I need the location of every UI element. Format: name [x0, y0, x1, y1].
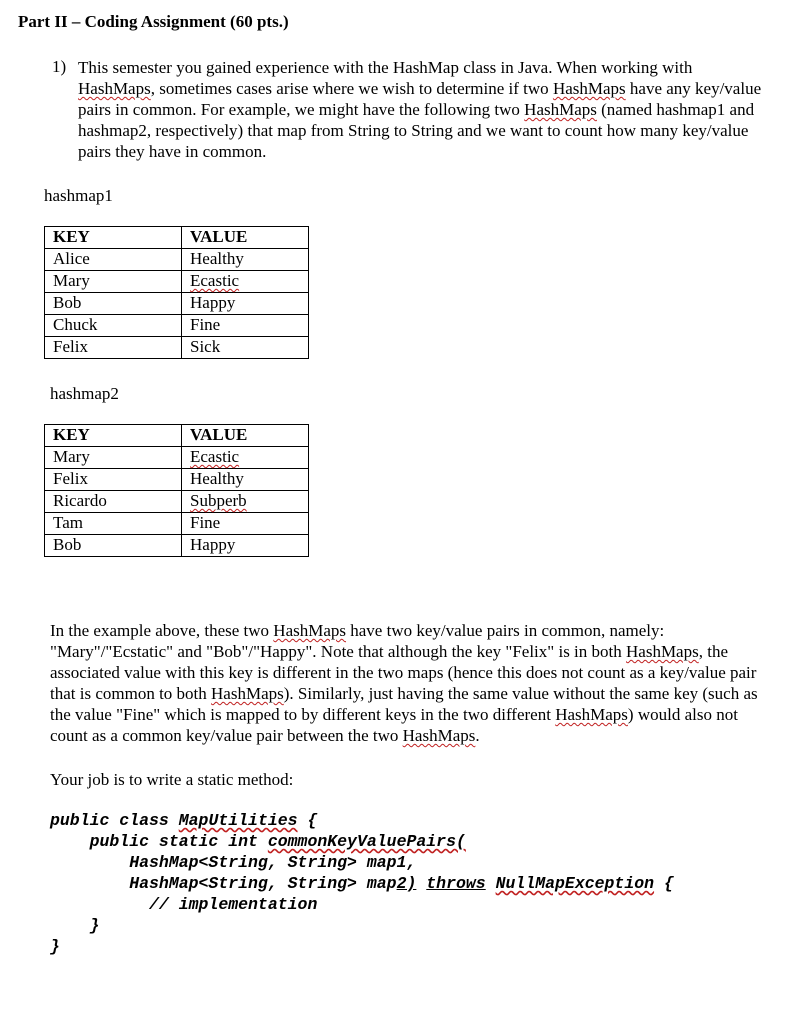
value-cell: Fine — [182, 315, 309, 337]
key-header: KEY — [45, 227, 182, 249]
table-row — [45, 469, 309, 491]
class-name: MapUtilities — [178, 811, 298, 830]
table-row — [45, 447, 309, 469]
value-cell: Subperb — [182, 491, 309, 513]
value-cell: Happy — [182, 535, 309, 557]
question-number: 1) — [52, 57, 67, 76]
hashmap1-table — [44, 226, 309, 359]
question-text: This semester you gained experience with the HashMap class in Java. When working with HashMaps, sometimes cases arise where we wish to determine if two HashMaps have any key/value pairs in common. For example, we might have the following two HashMaps (named hashmap1 and hashmap2, respectively) that map from String to String and we want to count how many key/value pairs they have in common. — [78, 58, 762, 161]
value-cell: Sick — [182, 337, 309, 359]
code-block: public class MapUtilities { public static int commonKeyValuePairs( HashMap<String, String> map1, HashMap<String, String> map2) throws NullMapException { // implementation } } — [50, 811, 674, 956]
key-cell: Mary — [45, 271, 182, 293]
table-row — [45, 491, 309, 513]
value-cell: Healthy — [182, 249, 309, 271]
table-row — [45, 249, 309, 271]
table-row — [45, 513, 309, 535]
hashmap2-label: hashmap2 — [50, 384, 119, 403]
key-cell: Bob — [45, 293, 182, 315]
value-header: VALUE — [182, 425, 309, 447]
table-row — [45, 293, 309, 315]
table-row — [45, 535, 309, 557]
hashmap2-table — [44, 424, 309, 557]
key-cell: Ricardo — [45, 491, 182, 513]
key-header: KEY — [45, 425, 182, 447]
value-cell: Fine — [182, 513, 309, 535]
key-cell: Felix — [45, 337, 182, 359]
job-instruction: Your job is to write a static method: — [50, 770, 294, 789]
table-header-row — [45, 425, 309, 447]
key-cell: Chuck — [45, 315, 182, 337]
value-header: VALUE — [182, 227, 309, 249]
table-header-row — [45, 227, 309, 249]
explanation-paragraph: In the example above, these two HashMaps have two key/value pairs in common, namely: "Mary"/"Ecstatic" and "Bob"/"Happy". Note that although the key "Felix" is in both HashMaps, the associated value with this key is different in the two maps (hence this does not count as a key/value pair that is common to both HashMaps). Similarly, just having the same value without the same key (such as the value "Fine" which is mapped to by different keys in the two different HashMaps) would also not count as a common key/value pair between the two HashMaps. — [50, 621, 758, 745]
table-row — [45, 315, 309, 337]
page-heading: Part II – Coding Assignment (60 pts.) — [18, 12, 289, 31]
key-cell: Tam — [45, 513, 182, 535]
value-cell: Ecastic — [182, 271, 309, 293]
key-cell: Bob — [45, 535, 182, 557]
hashmap1-label: hashmap1 — [44, 186, 113, 205]
method-name: commonKeyValuePairs( — [267, 832, 466, 851]
exception-name: NullMapException — [495, 874, 655, 893]
value-cell: Happy — [182, 293, 309, 315]
key-cell: Alice — [45, 249, 182, 271]
key-cell: Felix — [45, 469, 182, 491]
table-row — [45, 337, 309, 359]
value-cell: Ecastic — [182, 447, 309, 469]
table-row — [45, 271, 309, 293]
value-cell: Healthy — [182, 469, 309, 491]
key-cell: Mary — [45, 447, 182, 469]
